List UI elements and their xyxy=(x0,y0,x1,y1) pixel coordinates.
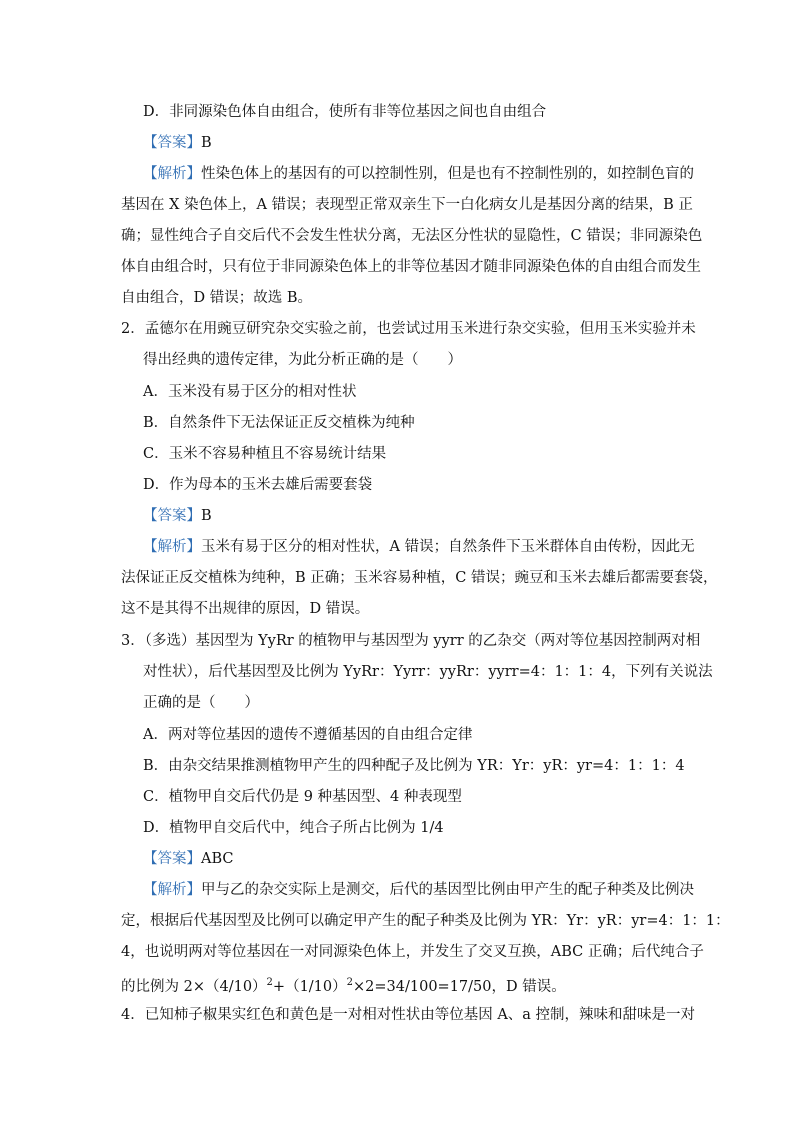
q2-analysis-line-1: 【解析】玉米有易于区分的相对性状，A 错误；自然条件下玉米群体自由传粉，因此无 xyxy=(143,539,695,555)
q3-option-a: A．两对等位基因的遗传不遵循基因的自由组合定律 xyxy=(143,727,473,743)
q3-option-c: C．植物甲自交后代仍是 9 种基因型、4 种表现型 xyxy=(143,789,462,805)
q3-answer xyxy=(143,849,234,869)
q2-stem-line-2: 得出经典的遗传定律，为此分析正确的是（ ） xyxy=(143,352,462,368)
q2-answer xyxy=(143,506,212,526)
q3-analysis-line-4: 的比例为 $2\times(4/10)^2+(1/10)^2\times 2=34/100=17/50$，D 错误。 xyxy=(121,977,566,995)
q3-stem-line-3: 正确的是（ ） xyxy=(143,695,259,711)
q3-option-b: B．由杂交结果推测植物甲产生的四种配子及比例为 YR：Yr：yR：yr=4：1：1：4 xyxy=(143,758,685,774)
answer-label: 【答案】 xyxy=(143,851,201,867)
q4-stem-line-1: 4．已知柿子椒果实红色和黄色是一对相对性状由等位基因 A、a 控制，辣味和甜味是一对 xyxy=(121,1007,696,1023)
q2-analysis-line-2: 法保证正反交植株为纯种，B 正确；玉米容易种植，C 错误；豌豆和玉米去雄后都需要套袋， xyxy=(121,570,718,586)
q2-option-a: A．玉米没有易于区分的相对性状 xyxy=(143,384,357,400)
q1-analysis-line-1: 【解析】性染色体上的基因有的可以控制性别，但是也有不控制性别的，如控制色盲的 xyxy=(143,166,694,182)
q3-analysis-line-2: 定，根据后代基因型及比例可以确定甲产生的配子种类及比例为 YR：Yr：yR：yr=4：1：1： xyxy=(121,913,730,929)
q3-stem-line-1: 3．（多选）基因型为 YyRr 的植物甲与基因型为 yyrr 的乙杂交（两对等位基因控制两对相 xyxy=(121,633,701,649)
q1-analysis-line-5: 自由组合，D 错误；故选 B。 xyxy=(121,290,312,306)
analysis-label: 【解析】 xyxy=(143,539,201,555)
q2-stem-line-1: 2．孟德尔在用豌豆研究杂交实验之前，也尝试过用玉米进行杂交实验，但用玉米实验并未 xyxy=(121,321,696,337)
answer-value: B xyxy=(201,135,212,151)
q3-option-d: D．植物甲自交后代中，纯合子所占比例为 1/4 xyxy=(143,820,444,836)
q3-analysis-line-1: 【解析】甲与乙的杂交实际上是测交，后代的基因型比例由甲产生的配子种类及比例决 xyxy=(143,882,694,898)
q2-option-d: D．作为母本的玉米去雄后需要套袋 xyxy=(143,477,373,493)
analysis-label: 【解析】 xyxy=(143,166,201,182)
answer-value: B xyxy=(201,508,212,524)
answer-label: 【答案】 xyxy=(143,508,201,524)
q2-option-c: C．玉米不容易种植且不容易统计结果 xyxy=(143,446,387,462)
q2-option-b: B．自然条件下无法保证正反交植株为纯种 xyxy=(143,415,415,431)
q2-analysis-line-3: 这不是其得不出规律的原因，D 错误。 xyxy=(121,601,370,617)
q3-analysis-line-3: 4，也说明两对等位基因在一对同源染色体上，并发生了交叉互换，ABC 正确；后代纯合子 xyxy=(121,944,704,960)
answer-value: ABC xyxy=(201,851,234,867)
q1-analysis-line-2: 基因在 X 染色体上，A 错误；表现型正常双亲生下一白化病女儿是基因分离的结果，B 正 xyxy=(121,197,693,213)
q1-option-d: D．非同源染色体自由组合，使所有非等位基因之间也自由组合 xyxy=(143,104,547,120)
q1-analysis-line-4: 体自由组合时，只有位于非同源染色体上的非等位基因才随非同源染色体的自由组合而发生 xyxy=(121,259,701,275)
answer-label: 【答案】 xyxy=(143,135,201,151)
q3-stem-line-2: 对性状），后代基因型及比例为 YyRr：Yyrr：yyRr：yyrr=4：1：1：4，下列有关说法 xyxy=(143,664,713,680)
q1-analysis-line-3: 确；显性纯合子自交后代不会发生性状分离，无法区分性状的显隐性，C 错误；非同源染色 xyxy=(121,228,703,244)
analysis-label: 【解析】 xyxy=(143,882,201,898)
q1-answer xyxy=(143,133,212,153)
